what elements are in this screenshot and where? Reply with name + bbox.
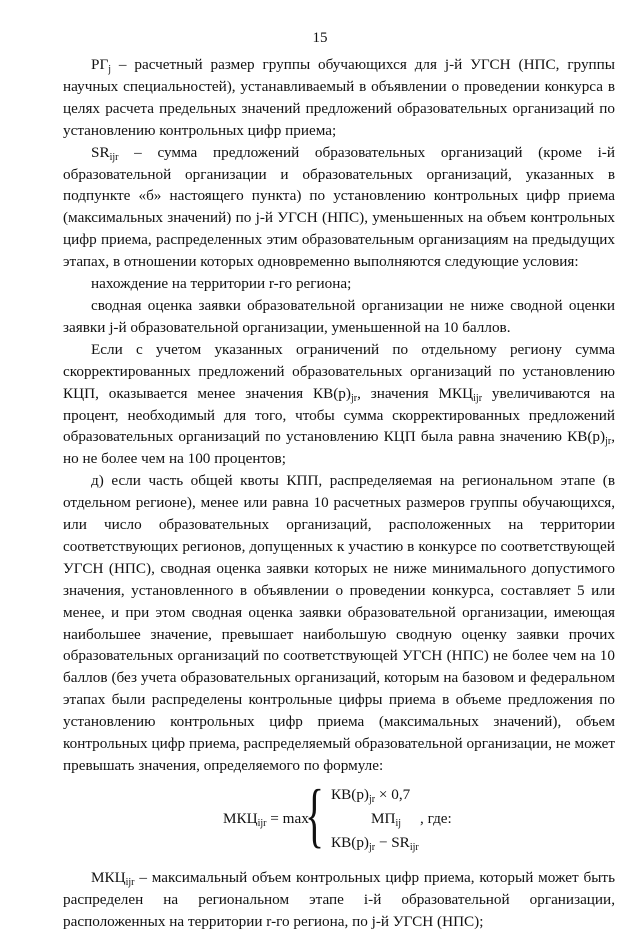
formula [63, 774, 615, 857]
paragraph-subitem-d: д) если часть общей квоты КПП, распределяемая на региональном этапе (в отдельном регионе), менее или равна 10 расчетных размеров группы обучающихся, или число образовательных организаций, расположенных на территории соответствующих регионов, допущенных к участию в конкурсе по соответствующей УГСН (НПС), сводная оценка заявки которых не ниже минимального допустимого значения, установленного в объявлении о проведении конкурса, составляет 5 или менее, и при этом сводная оценка заявки образовательной организации, имеющая наибольшее значение, превышает наибольшую сводную оценку заявки прочих образовательных организаций по соответствующей УГСН (НПС) не более чем на 10 баллов (без учета образовательных организаций, которым на базовом и федеральном этапах были распределены контрольные цифры приема в объеме предложения по установлению контрольных цифр приема (максимальных значений), объем контрольных цифр приема, распределяемый образовательной организации, не может превышать значения, определяемого по формуле: [63, 472, 615, 774]
document-body [63, 54, 615, 933]
formula-brace: { [305, 774, 325, 855]
paragraph-rg-definition: $РГ_j$ – расчетный размер группы обучающихся для j-й УГСН (НПС, группы научных специальностей), устанавливаемый в объявлении о проведении конкурса в целях расчета предельных значений предложений образовательных организаций по установлению контрольных цифр приема; [63, 56, 615, 139]
page-number: 15 [312, 30, 328, 46]
paragraph-condition-region: нахождение на территории r-го региона; [91, 275, 352, 293]
paragraph-adjustment: Если с учетом указанных ограничений по отдельному региону сумма скорректированных предложений образовательных организаций по установлению КЦП, оказывается менее значения $КВ(р)_{jr}$, значения $МКЦ_{ijr}$ увеличиваются на процент, необходимый для того, чтобы сумма скорректированных предложений образовательных организаций по установлению КЦП была равна значению $КВ(р)_{jr}$, но не более чем на 100 процентов; [63, 340, 615, 468]
formula-case-1: $КВ(р)_{jr} \times 0,7$ [331, 785, 411, 805]
formula-case-2: $МП_{ij}$ [370, 809, 402, 829]
paragraph-condition-score: сводная оценка заявки образовательной организации не ниже сводной оценки заявки j-й образовательной организации, уменьшенной на 10 баллов. [63, 296, 615, 336]
formula-where: , где: [420, 809, 452, 827]
paragraph-sr-definition: $SR_{ijr}$ – сумма предложений образовательных организаций (кроме i-й образовательной организации и образовательных организаций, указанных в подпункте «б» настоящего пункта) по установлению контрольных цифр приема (максимальных значений) по j-й УГСН (НПС), уменьшенных на объем контрольных цифр приема, распределенных этим образовательным организациям на предыдущих этапах, в отношении которых одновременно выполняются следующие условия: [63, 143, 615, 271]
paragraph-mkc-definition: $МКЦ_{ijr}$ – максимальный объем контрольных цифр приема, который может быть распределен на региональном этапе i-й образовательной организации, расположенных на территории r-го региона, по j-й УГСН (НПС); [63, 868, 615, 930]
formula-lhs: $МКЦ_{ijr} = \max$ [223, 809, 309, 829]
formula-case-3: $КВ(р)_{jr} - SR_{ijr}$ [331, 833, 419, 853]
